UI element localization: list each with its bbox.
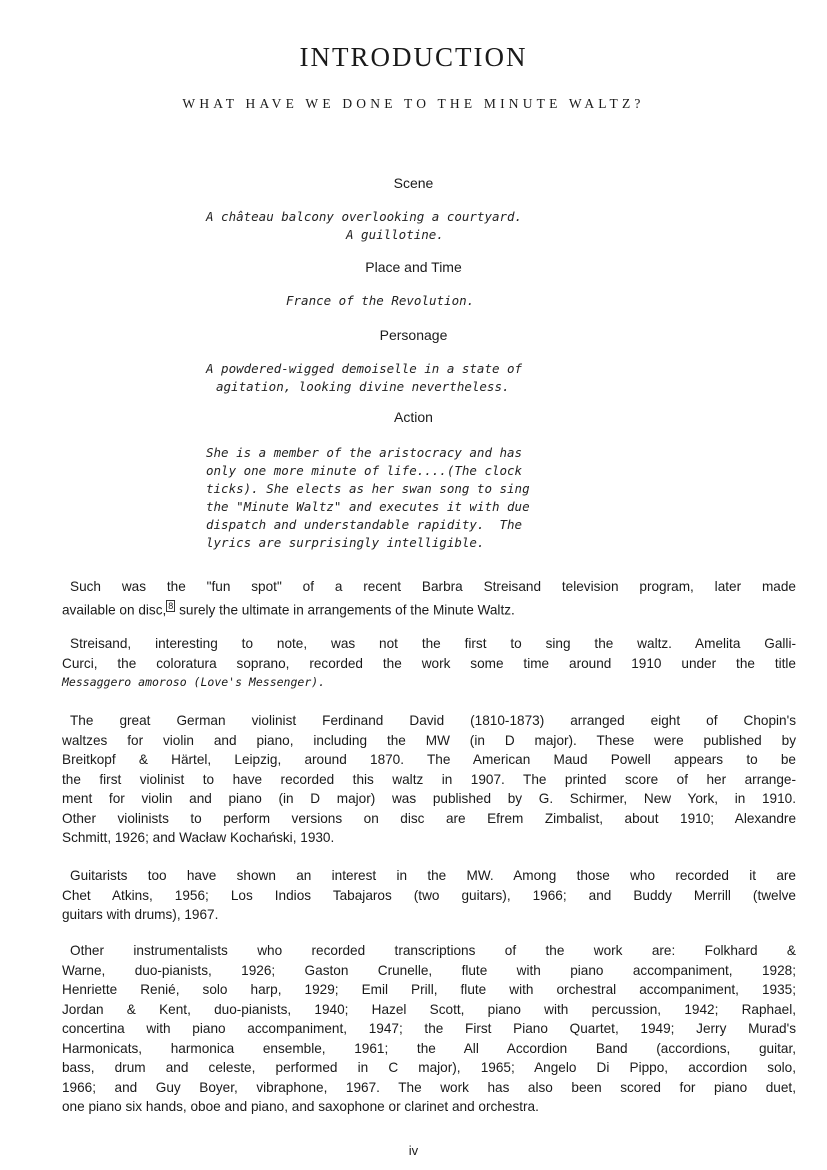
action-line: She is a member of the aristocracy and has — [206, 445, 523, 460]
text-line: Curci, the coloratura soprano, recorded the work some time around 1910 under the title — [62, 655, 796, 671]
text-line: Such was the "fun spot" of a recent Barbra Streisand television program, later made — [70, 579, 796, 594]
page-title: INTRODUCTION — [299, 42, 528, 72]
action-line: ticks). She elects as her swan song to sing — [206, 481, 530, 496]
heading-action: Action — [394, 409, 433, 425]
text-line: Schmitt, 1926; and Wacław Kochański, 1930. — [62, 830, 335, 845]
text-line: Breitkopf & Härtel, Leipzig, around 1870. The American Maud Powell appears to be — [62, 752, 796, 767]
personage-line: agitation, looking divine nevertheless. — [216, 379, 510, 394]
text-line: one piano six hands, oboe and piano, and saxophone or clarinet and orchestra. — [62, 1099, 539, 1114]
text-line: The great German violinist Ferdinand David (1810-1873) arranged eight of Chopin's — [70, 713, 796, 728]
paragraph-1 — [62, 577, 796, 620]
personage-line: A powdered-wigged demoiselle in a state of — [206, 361, 523, 376]
action-line: the "Minute Waltz" and executes it with due — [206, 499, 530, 514]
page-subtitle: WHAT HAVE WE DONE TO THE MINUTE WALTZ? — [182, 96, 645, 111]
footnote-marker: 8 — [168, 600, 174, 611]
action-line: only one more minute of life....(The clock — [206, 463, 523, 478]
text-line: Other violinists to perform versions on disc are Efrem Zimbalist, about 1910; Alexandre — [62, 810, 796, 826]
text-line: Jordan & Kent, duo-pianists, 1940; Hazel Scott, piano with percussion, 1942; Raphael, — [62, 1001, 796, 1017]
place-line: France of the Revolution. — [286, 293, 475, 308]
page-number: iv — [408, 1143, 419, 1158]
paragraph-3 — [62, 711, 796, 848]
heading-place: Place and Time — [365, 259, 462, 275]
paragraph-5 — [62, 941, 796, 1117]
text-line: Warne, duo-pianists, 1926; Gaston Crunelle, flute with piano accompaniment, 1928; — [62, 962, 796, 978]
text-line: the first violinist to have recorded this waltz in 1907. The printed score of her arrange- — [62, 771, 796, 787]
text-line: Harmonicats, harmonica ensemble, 1961; the All Accordion Band (accordions, guitar, — [62, 1040, 796, 1056]
text-line: concertina with piano accompaniment, 1947; the First Piano Quartet, 1949; Jerry Murad's — [62, 1021, 796, 1036]
text-line: Streisand, interesting to note, was not the first to sing the waltz. Amelita Galli- — [70, 636, 796, 651]
text-line — [62, 597, 796, 620]
text-segment: available on disc, — [62, 602, 167, 618]
text-line: guitars with drums), 1967. — [62, 907, 219, 922]
text-line: Other instrumentalists who recorded transcriptions of the work are: Folkhard & — [70, 943, 796, 958]
scene-line: A guillotine. — [346, 227, 444, 242]
scene-line: A château balcony overlooking a courtyard. — [206, 209, 523, 224]
text-line: Chet Atkins, 1956; Los Indios Tabajaros (two guitars), 1966; and Buddy Merrill (twelve — [62, 887, 796, 903]
text-line: waltzes for violin and piano, including the MW (in D major). These were published by — [62, 732, 796, 748]
text-line: ment for violin and piano (in D major) was published by G. Schirmer, New York, in 1910. — [62, 791, 796, 806]
text-line: bass, drum and celeste, performed in C major), 1965; Angelo Di Pippo, accordion solo, — [62, 1060, 796, 1075]
action-line: lyrics are surprisingly intelligible. — [206, 535, 485, 550]
paragraph-2 — [62, 634, 796, 693]
text-line: Guitarists too have shown an interest in the MW. Among those who recorded it are — [70, 868, 796, 883]
text-line: Messaggero amoroso (Love's Messenger). — [62, 675, 326, 689]
action-line: dispatch and understandable rapidity. The — [206, 517, 523, 532]
heading-scene: Scene — [393, 175, 434, 191]
text-line: 1966; and Guy Boyer, vibraphone, 1967. The work has also been scored for piano duet, — [62, 1079, 796, 1095]
paragraph-4 — [62, 866, 796, 925]
text-line: Henriette Renié, solo harp, 1929; Emil Prill, flute with orchestral accompaniment, 1935; — [62, 982, 796, 997]
text-segment: surely the ultimate in arrangements of the Minute Waltz. — [175, 602, 515, 618]
heading-personage: Personage — [379, 327, 448, 343]
